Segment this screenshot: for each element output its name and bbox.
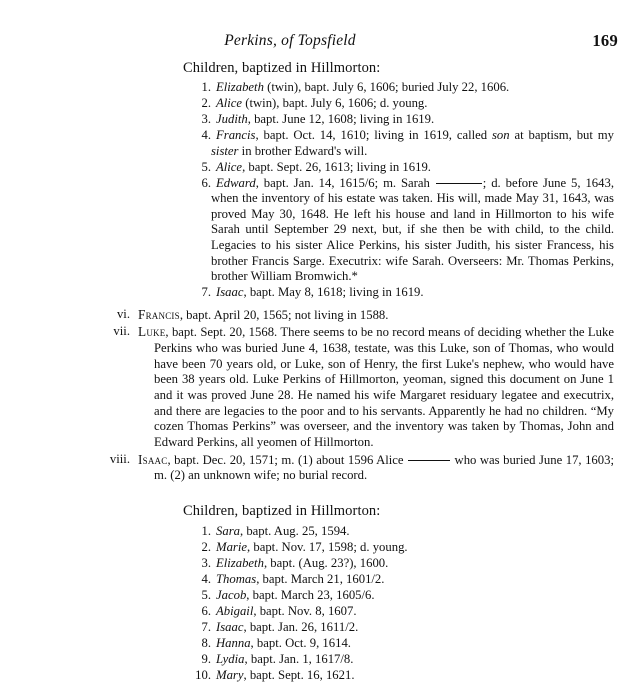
running-head-title: Perkins, of Topsfield bbox=[224, 32, 356, 49]
roman-numeral: vi. bbox=[116, 306, 130, 321]
roman-entry-body bbox=[138, 324, 614, 450]
item-number: 6. bbox=[201, 175, 211, 190]
item-number: 10. bbox=[195, 668, 211, 683]
item-number: 5. bbox=[201, 588, 211, 603]
child-name: Francis bbox=[216, 128, 256, 143]
entry-name: Isaac bbox=[138, 451, 168, 467]
list-item bbox=[96, 285, 616, 301]
item-number: 7. bbox=[201, 285, 211, 300]
item-number: 3. bbox=[201, 555, 211, 570]
unknown-surname-blank bbox=[408, 460, 450, 461]
roman-entry bbox=[96, 324, 616, 450]
item-number: 3. bbox=[201, 112, 211, 127]
list-item bbox=[96, 80, 616, 96]
child-name: Alice bbox=[216, 159, 243, 174]
child-name: Lydia bbox=[216, 652, 245, 667]
child-name: Thomas bbox=[216, 572, 257, 587]
child-detail-emphasis: sister bbox=[211, 143, 239, 158]
text-column bbox=[96, 58, 616, 684]
child-name: Isaac bbox=[216, 285, 244, 300]
child-detail: (twin), bapt. July 6, 1606; d. young. bbox=[242, 96, 428, 111]
list-item bbox=[96, 524, 616, 540]
item-number: 2. bbox=[201, 96, 211, 111]
child-detail: , bapt. Sept. 26, 1613; living in 1619. bbox=[242, 159, 431, 174]
roman-numeral: viii. bbox=[109, 451, 130, 466]
list-item bbox=[96, 572, 616, 588]
entry-detail: who was buried June 17, 1603; m. (2) an unknown wife; no burial record. bbox=[154, 452, 614, 483]
list-item bbox=[96, 96, 616, 112]
child-name: Marie bbox=[216, 539, 248, 554]
list-item bbox=[96, 176, 616, 285]
page-number: 169 bbox=[592, 31, 618, 50]
item-number: 8. bbox=[201, 636, 211, 651]
item-number: 7. bbox=[201, 620, 211, 635]
child-detail: at baptism, but my bbox=[509, 128, 615, 143]
child-detail: , bapt. March 23, 1605/6. bbox=[246, 588, 375, 603]
entry-name: Luke bbox=[138, 324, 166, 340]
roman-numeral: vii. bbox=[113, 324, 130, 339]
child-detail: , bapt. Sept. 16, 1621. bbox=[243, 668, 355, 683]
child-detail-emphasis: son bbox=[492, 128, 510, 143]
child-name: Elizabeth bbox=[216, 555, 264, 570]
child-name: Hanna bbox=[216, 636, 251, 651]
item-number: 2. bbox=[201, 539, 211, 554]
list-item bbox=[96, 604, 616, 620]
child-detail: , bapt. March 21, 1601/2. bbox=[256, 572, 385, 587]
child-detail: (twin), bapt. July 6, 1606; buried July 22, 1606. bbox=[263, 80, 510, 94]
roman-entry-body bbox=[138, 452, 614, 484]
child-detail: , bapt. Oct. 9, 1614. bbox=[250, 636, 351, 651]
child-name: Edward bbox=[216, 175, 256, 190]
child-detail: in brother Edward's will. bbox=[238, 143, 368, 158]
children-list-second bbox=[96, 524, 616, 684]
roman-entry-body bbox=[138, 307, 614, 324]
roman-entry-list bbox=[96, 307, 616, 484]
item-number: 9. bbox=[201, 652, 211, 667]
child-detail: , bapt. May 8, 1618; living in 1619. bbox=[243, 285, 424, 300]
entry-name: Francis bbox=[138, 306, 180, 322]
child-name: Alice bbox=[216, 96, 243, 111]
entry-detail: , bapt. Sept. 20, 1568. There seems to be no record means of deciding whether the Luke Perkins who was buried June 4, 1638, testate, was this Luke, son of Thomas, who would have been 70 years old, or Luke, son of Henry, the first Luke's nephew, who would have been 38 years old. Luke Perkins of Hillmorton, yeoman, signed this document on June 1 and it was proved June 28. He named his wife Margaret residuary legatee and executrix, and there are legacies to the poor and to his servants. Apparently he had no children. “My cozen Thomas Perkins” was overseer, and the inventory was taken by Thomas, John and Edward Perkins, all yeomen of Hillmorton. bbox=[154, 325, 614, 449]
list-item bbox=[96, 588, 616, 604]
child-detail: , bapt. (Aug. 23?), 1600. bbox=[263, 555, 389, 570]
entry-detail: , bapt. Dec. 20, 1571; m. (1) about 1596 Alice bbox=[167, 452, 408, 467]
list-item bbox=[96, 540, 616, 556]
roman-entry bbox=[96, 307, 616, 324]
child-detail: , bapt. Jan. 1, 1617/8. bbox=[244, 652, 354, 667]
roman-entry bbox=[96, 452, 616, 484]
item-number: 4. bbox=[201, 128, 211, 143]
children-list-first bbox=[96, 80, 616, 301]
children-heading-first: Children, baptized in Hillmorton: bbox=[183, 60, 381, 76]
entry-detail: , bapt. April 20, 1565; not living in 1588. bbox=[179, 307, 389, 322]
child-name: Judith bbox=[216, 112, 248, 127]
unknown-surname-blank bbox=[436, 183, 482, 184]
children-heading-second: Children, baptized in Hillmorton: bbox=[183, 502, 381, 519]
list-item bbox=[96, 652, 616, 668]
list-item bbox=[96, 160, 616, 176]
list-item bbox=[96, 128, 616, 159]
child-detail: , bapt. Nov. 8, 1607. bbox=[253, 604, 357, 619]
running-head bbox=[0, 32, 640, 54]
child-name: Mary bbox=[216, 668, 244, 683]
child-name: Jacob bbox=[216, 588, 247, 603]
child-name: Abigail bbox=[216, 604, 254, 619]
child-name: Sara bbox=[216, 523, 240, 538]
item-number: 5. bbox=[201, 159, 211, 174]
child-detail: , bapt. Jan. 14, 1615/6; m. Sarah bbox=[255, 175, 435, 190]
item-number: 1. bbox=[201, 523, 211, 538]
child-detail: , bapt. Oct. 14, 1610; living in 1619, called bbox=[255, 128, 492, 143]
list-item bbox=[96, 668, 616, 684]
child-detail: ; d. before June 5, 1643, when the inventory of his estate was taken. His will, made May 31, 1643, was proved May 30, 1648. He left his house and land in Hillmorton to his wife Sarah until September 29 next, but, if she then be with child, to the child. Legacies to his sister Alice Perkins, his sister Judith, his sister Francess, his brother Francis Sarge. Executrix: wife Sarah. Overseers: Mr. Thomas Perkins, brother William Bromwich.* bbox=[211, 175, 614, 284]
child-detail: , bapt. Aug. 25, 1594. bbox=[239, 523, 350, 538]
list-item bbox=[96, 556, 616, 572]
child-detail: , bapt. June 12, 1608; living in 1619. bbox=[247, 112, 435, 127]
child-detail: , bapt. Jan. 26, 1611/2. bbox=[243, 620, 359, 635]
list-item bbox=[96, 620, 616, 636]
item-number: 1. bbox=[201, 80, 211, 94]
list-item bbox=[96, 636, 616, 652]
list-item bbox=[96, 112, 616, 128]
item-number: 6. bbox=[201, 604, 211, 619]
item-number: 4. bbox=[201, 572, 211, 587]
child-name: Elizabeth bbox=[216, 80, 264, 94]
child-name: Isaac bbox=[216, 620, 244, 635]
child-detail: , bapt. Nov. 17, 1598; d. young. bbox=[247, 539, 408, 554]
